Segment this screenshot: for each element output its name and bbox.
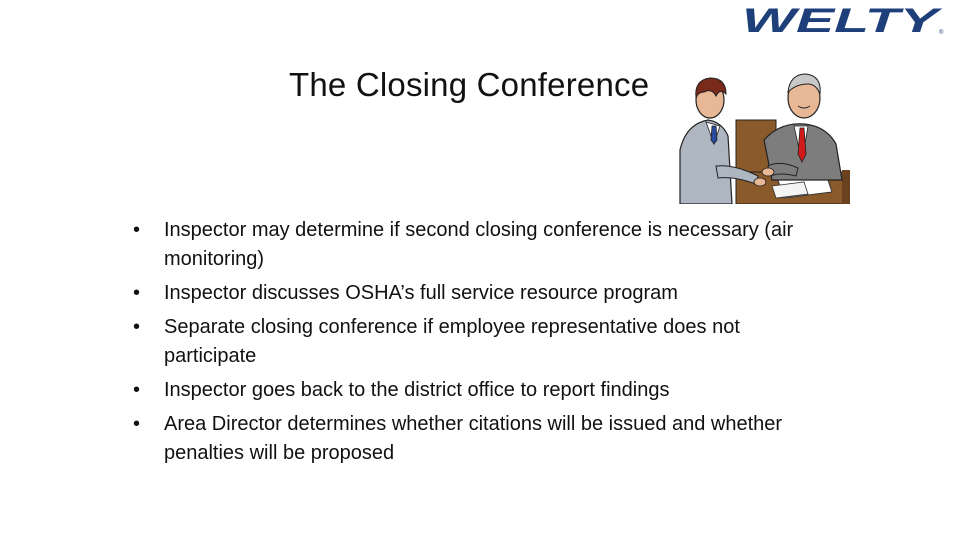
page-title: The Closing Conference (289, 66, 650, 103)
list-item (133, 410, 833, 468)
bullet-text: Inspector may determine if second closing conference is necessary (air monitoring) (164, 219, 794, 270)
bullet-text: Separate closing conference if employee representative does not participate (164, 316, 740, 367)
bullet-point: • (133, 379, 141, 401)
bullet-point: • (133, 282, 141, 304)
list-item (133, 376, 833, 405)
welty-logo (742, 2, 946, 38)
bullet-point: • (133, 219, 141, 241)
bullet-point: • (133, 413, 141, 435)
logo-text: WELTY (742, 2, 944, 38)
list-item (133, 279, 833, 308)
list-item (133, 313, 833, 371)
list-item (133, 216, 833, 274)
bullet-text: Inspector goes back to the district office to report findings (164, 379, 670, 401)
meeting-icon (676, 70, 850, 204)
bullet-point: • (133, 316, 141, 338)
logo-registered-mark: ® (939, 30, 944, 36)
bullet-text: Area Director determines whether citations will be issued and whether penalties will be proposed (164, 413, 783, 464)
bullet-text: Inspector discusses OSHA’s full service resource program (164, 282, 678, 304)
bullet-list (133, 216, 833, 473)
